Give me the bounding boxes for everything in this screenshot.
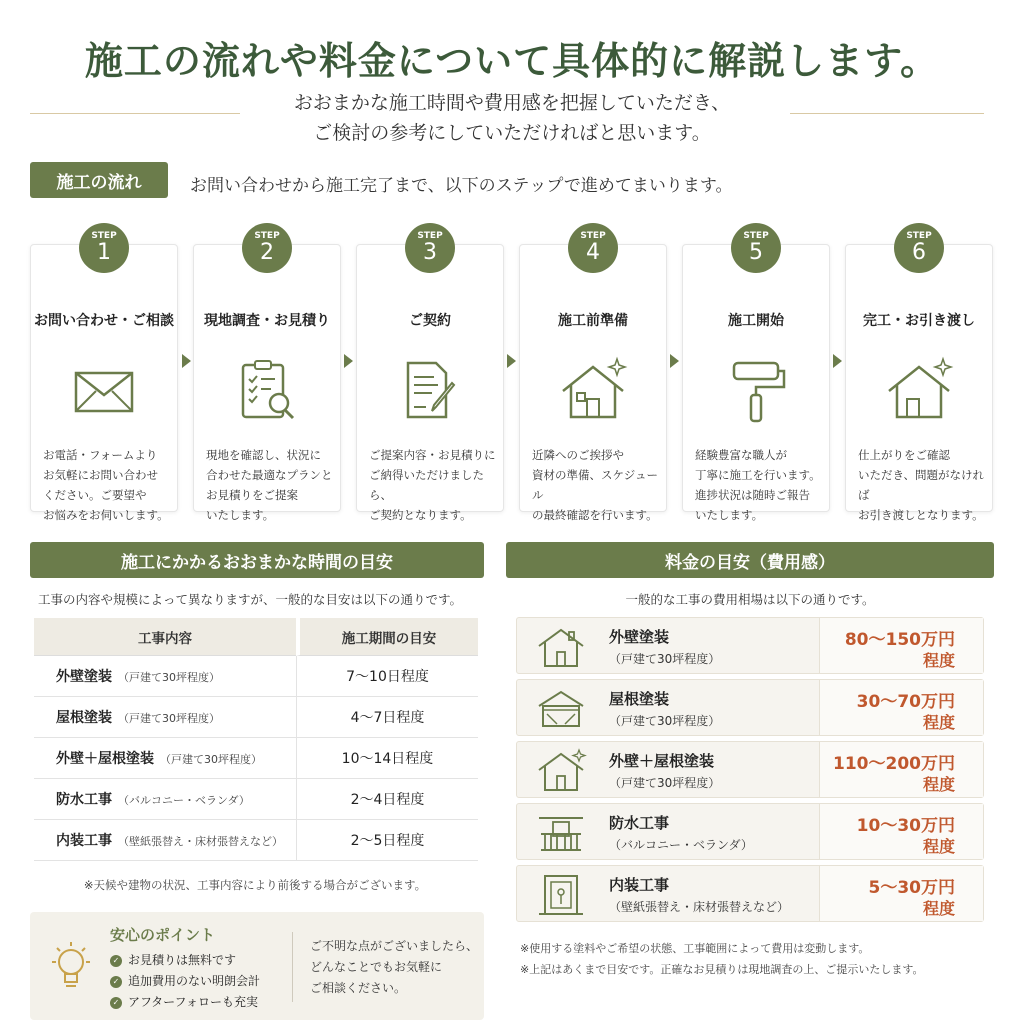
cost-note-1: ※使用する塗料やご希望の状態、工事範囲によって費用は変動します。: [520, 942, 870, 955]
step-card-1: [30, 231, 178, 522]
cost-item-detail: （戸建て30坪程度）: [609, 652, 721, 666]
contract-pen-icon: [394, 355, 466, 427]
step-label: STEP: [743, 231, 769, 241]
step-number: 3: [423, 240, 437, 265]
price-unit: 程度: [922, 899, 955, 918]
step-arrow: [182, 354, 191, 368]
cost-note-2: ※上記はあくまで目安です。正確なお見積りは現地調査の上、ご提示いたします。: [520, 963, 924, 976]
flow-badge: 施工の流れ: [30, 162, 168, 198]
step-list: [30, 222, 994, 522]
step-card-4: [519, 231, 667, 522]
points-list: [110, 950, 260, 1013]
cost-item-detail: （バルコニー・ベランダ）: [609, 838, 753, 852]
work-name: 屋根塗装: [56, 710, 112, 726]
cost-item-name: 外壁＋屋根塗装: [609, 752, 715, 770]
step-description: 仕上がりをご確認 いただき、問題がなければ お引き渡しとなります。: [858, 448, 985, 522]
list-item: [110, 971, 260, 992]
step-label: STEP: [417, 231, 443, 241]
work-detail: （バルコニー・ベランダ）: [118, 794, 250, 807]
step-description: 現地を確認し、状況に 合わせた最適なプランと お見積りをご提案 いたします。: [206, 448, 333, 522]
table-row: [34, 820, 478, 861]
step-label: STEP: [906, 231, 932, 241]
table-header-row: [34, 618, 478, 656]
column-header-period: 施工期間の目安: [296, 618, 478, 656]
list-item: [110, 950, 260, 971]
price-unit: 程度: [922, 837, 955, 856]
step-title: 施工開始: [728, 313, 784, 329]
house-sparkle-icon: [557, 355, 629, 427]
step-card-3: [356, 231, 504, 522]
time-table: [34, 618, 478, 861]
cost-item-detail: （壁紙張替え・床材張替えなど）: [609, 900, 790, 914]
period-cell: 4〜7日程度: [296, 697, 478, 738]
cost-item-name: 屋根塗装: [609, 690, 670, 708]
step-number-badge: [894, 223, 944, 273]
step-card-5: [682, 231, 830, 522]
step-label: STEP: [580, 231, 606, 241]
price-unit: 程度: [922, 651, 955, 670]
period-cell: 10〜14日程度: [296, 738, 478, 779]
interior-icon: [535, 872, 587, 918]
price-unit: 程度: [922, 775, 955, 794]
step-description: 経験豊富な職人が 丁寧に施工を行います。 進捗状況は随時ご報告 いたします。: [695, 448, 821, 522]
table-row: [34, 779, 478, 820]
contact-message: ご不明な点がございましたら、 どんなことでもお気軽に ご相談ください。: [310, 939, 479, 995]
flow-description: お問い合わせから施工完了まで、以下のステップで進めてまいります。: [190, 176, 733, 196]
check-icon: ✓: [110, 976, 122, 988]
step-description: お電話・フォームより お気軽にお問い合わせ ください。ご要望や お悩みをお伺いします。: [43, 448, 169, 522]
time-note: ※天候や建物の状況、工事内容により前後する場合がございます。: [83, 878, 427, 892]
cost-item-detail: （戸建て30坪程度）: [609, 714, 721, 728]
period-cell: 7〜10日程度: [296, 656, 478, 697]
work-detail: （戸建て30坪程度）: [160, 753, 262, 766]
points-title: 安心のポイント: [110, 926, 216, 944]
list-item: [110, 992, 260, 1013]
cost-row: [516, 741, 984, 798]
house-wall-icon: [535, 624, 587, 670]
step-label: STEP: [254, 231, 280, 241]
table-row: [34, 656, 478, 697]
work-cell: [34, 779, 296, 820]
cost-list: [516, 617, 984, 927]
step-number: 5: [749, 240, 763, 265]
step-arrow: [507, 354, 516, 368]
time-description: 工事の内容や規模によって異なりますが、一般的な目安は以下の通りです。: [38, 592, 463, 607]
step-number-badge: [242, 223, 292, 273]
time-heading: 施工にかかるおおまかな時間の目安: [30, 542, 484, 578]
table-row: [34, 697, 478, 738]
table-row: [34, 738, 478, 779]
step-description: ご提案内容・お見積りに ご納得いただけましたら、 ご契約となります。: [369, 448, 496, 522]
step-title: 完工・お引き渡し: [863, 313, 975, 329]
check-icon: ✓: [110, 997, 122, 1009]
step-number: 1: [97, 240, 111, 265]
step-card-6: [845, 231, 993, 522]
work-name: 防水工事: [56, 792, 112, 808]
price-range: 110〜200万円: [833, 754, 955, 774]
work-cell: [34, 656, 296, 697]
price-range: 80〜150万円: [844, 630, 955, 650]
subtitle-line-2: ご検討の参考にしていただければと思います。: [313, 122, 711, 144]
step-number-badge: [405, 223, 455, 273]
column-header-work: 工事内容: [34, 618, 296, 656]
work-detail: （戸建て30坪程度）: [118, 712, 220, 725]
price-unit: 程度: [922, 713, 955, 732]
step-title: 現地調査・お見積り: [204, 313, 330, 329]
cost-item-detail: （戸建て30坪程度）: [609, 776, 721, 790]
balcony-icon: [535, 810, 587, 856]
work-name: 外壁塗装: [56, 669, 112, 685]
step-number-badge: [79, 223, 129, 273]
step-title: 施工前準備: [558, 313, 628, 329]
work-detail: （戸建て30坪程度）: [118, 671, 220, 684]
step-title: お問い合わせ・ご相談: [34, 313, 174, 329]
step-number: 2: [260, 240, 274, 265]
step-number: 4: [586, 240, 600, 265]
price-cell: [819, 866, 983, 921]
work-cell: [34, 820, 296, 861]
price-range: 30〜70万円: [856, 692, 955, 712]
cost-heading: 料金の目安（費用感）: [506, 542, 994, 578]
house-roof-sparkle-icon: [535, 748, 587, 794]
step-number-badge: [731, 223, 781, 273]
envelope-icon: [68, 355, 140, 427]
cost-row: [516, 617, 984, 674]
step-number-badge: [568, 223, 618, 273]
price-cell: [819, 742, 983, 797]
reassurance-box: [30, 912, 484, 1020]
period-cell: 2〜4日程度: [296, 779, 478, 820]
step-label: STEP: [91, 231, 117, 241]
step-arrow: [833, 354, 842, 368]
step-card-2: [193, 231, 341, 522]
step-title: ご契約: [409, 313, 451, 329]
price-range: 10〜30万円: [856, 816, 955, 836]
points-divider: [292, 932, 293, 1002]
cost-row: [516, 803, 984, 860]
point-text: アフターフォローも充実: [128, 995, 258, 1009]
cost-item-name: 外壁塗装: [609, 628, 670, 646]
price-cell: [819, 680, 983, 735]
step-arrow: [344, 354, 353, 368]
step-number: 6: [912, 240, 926, 265]
cost-item-name: 内装工事: [609, 876, 670, 894]
point-text: お見積りは無料です: [128, 953, 237, 967]
price-range: 5〜30万円: [868, 878, 955, 898]
work-detail: （壁紙張替え・床材張替えなど）: [118, 835, 283, 848]
checklist-magnifier-icon: [231, 355, 303, 427]
finished-house-icon: [883, 355, 955, 427]
point-text: 追加費用のない明朗会計: [128, 974, 261, 988]
price-cell: [819, 804, 983, 859]
price-cell: [819, 618, 983, 673]
step-arrow: [670, 354, 679, 368]
cost-description: 一般的な工事の費用相場は以下の通りです。: [625, 592, 875, 607]
cost-row: [516, 865, 984, 922]
period-cell: 2〜5日程度: [296, 820, 478, 861]
work-name: 外壁＋屋根塗装: [56, 751, 154, 767]
page-subtitle: [0, 88, 1024, 148]
check-icon: ✓: [110, 955, 122, 967]
lightbulb-icon: [48, 940, 94, 996]
work-name: 内装工事: [56, 833, 112, 849]
subtitle-line-1: おおまかな施工時間や費用感を把握していただき、: [293, 92, 731, 114]
work-cell: [34, 697, 296, 738]
page-title: 施工の流れや料金について具体的に解説します。: [84, 38, 940, 83]
cost-row: [516, 679, 984, 736]
step-description: 近隣へのご挨拶や 資材の準備、スケジュール の最終確認を行います。: [532, 448, 659, 522]
cost-item-name: 防水工事: [609, 814, 670, 832]
roof-icon: [535, 686, 587, 732]
paint-roller-icon: [720, 355, 792, 427]
work-cell: [34, 738, 296, 779]
